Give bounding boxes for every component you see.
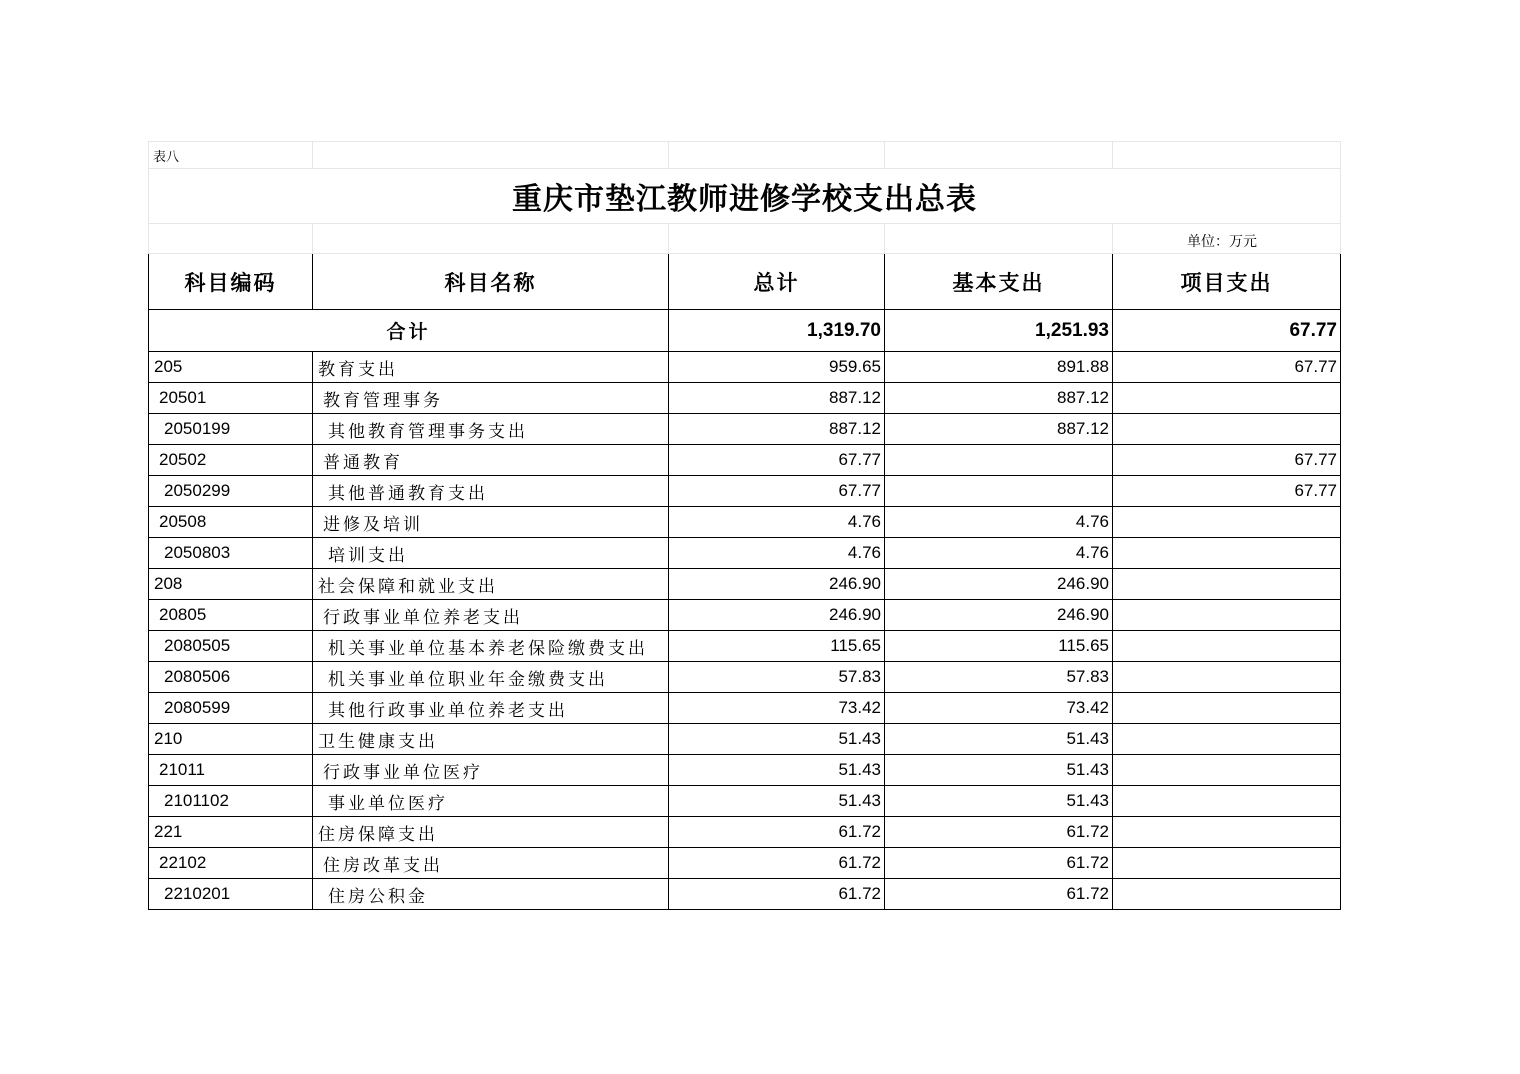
row-name: 社会保障和就业支出 (313, 569, 669, 600)
row-code: 2080599 (149, 693, 313, 724)
row-name: 培训支出 (313, 538, 669, 569)
row-total: 4.76 (669, 507, 885, 538)
row-basic: 51.43 (885, 724, 1113, 755)
row-total: 887.12 (669, 383, 885, 414)
table-row (149, 817, 1341, 848)
row-name: 其他教育管理事务支出 (313, 414, 669, 445)
row-total: 67.77 (669, 476, 885, 507)
row-total: 887.12 (669, 414, 885, 445)
row-project (1113, 507, 1341, 538)
table-row (149, 414, 1341, 445)
row-total: 67.77 (669, 445, 885, 476)
row-total: 246.90 (669, 569, 885, 600)
row-code: 2080506 (149, 662, 313, 693)
row-total: 51.43 (669, 724, 885, 755)
expenditure-table (148, 141, 1341, 910)
row-basic: 57.83 (885, 662, 1113, 693)
row-name: 教育支出 (313, 352, 669, 383)
table-row (149, 507, 1341, 538)
row-total: 959.65 (669, 352, 885, 383)
row-name: 机关事业单位职业年金缴费支出 (313, 662, 669, 693)
row-project (1113, 693, 1341, 724)
page-title: 重庆市垫江教师进修学校支出总表 (149, 169, 1341, 224)
row-project (1113, 786, 1341, 817)
row-basic: 51.43 (885, 786, 1113, 817)
row-basic: 246.90 (885, 569, 1113, 600)
row-code: 208 (149, 569, 313, 600)
total-project: 67.77 (1113, 310, 1341, 352)
row-project: 67.77 (1113, 352, 1341, 383)
expenditure-sheet (148, 141, 1340, 910)
row-project (1113, 538, 1341, 569)
row-basic: 246.90 (885, 600, 1113, 631)
row-name: 行政事业单位医疗 (313, 755, 669, 786)
row-total: 246.90 (669, 600, 885, 631)
row-code: 2050299 (149, 476, 313, 507)
row-total: 73.42 (669, 693, 885, 724)
header-code: 科目编码 (149, 254, 313, 310)
row-code: 221 (149, 817, 313, 848)
row-name: 行政事业单位养老支出 (313, 600, 669, 631)
table-row (149, 662, 1341, 693)
row-project (1113, 600, 1341, 631)
row-name: 普通教育 (313, 445, 669, 476)
title-row (149, 169, 1341, 224)
row-code: 22102 (149, 848, 313, 879)
table-row (149, 445, 1341, 476)
table-row (149, 755, 1341, 786)
row-total: 57.83 (669, 662, 885, 693)
table-tag: 表八 (149, 142, 313, 169)
row-code: 21011 (149, 755, 313, 786)
total-basic: 1,251.93 (885, 310, 1113, 352)
row-basic: 51.43 (885, 755, 1113, 786)
row-total: 61.72 (669, 848, 885, 879)
header-project: 项目支出 (1113, 254, 1341, 310)
row-basic: 115.65 (885, 631, 1113, 662)
row-name: 机关事业单位基本养老保险缴费支出 (313, 631, 669, 662)
table-row (149, 476, 1341, 507)
row-code: 20501 (149, 383, 313, 414)
row-total: 61.72 (669, 879, 885, 910)
row-code: 20805 (149, 600, 313, 631)
row-project (1113, 662, 1341, 693)
table-row (149, 879, 1341, 910)
unit-label: 单位：万元 (1113, 224, 1341, 254)
header-row (149, 254, 1341, 310)
row-total: 51.43 (669, 786, 885, 817)
row-total: 115.65 (669, 631, 885, 662)
row-basic: 61.72 (885, 817, 1113, 848)
row-basic: 73.42 (885, 693, 1113, 724)
row-code: 210 (149, 724, 313, 755)
table-row (149, 693, 1341, 724)
table-tag-row (149, 142, 1341, 169)
row-code: 2080505 (149, 631, 313, 662)
row-project: 67.77 (1113, 476, 1341, 507)
row-basic: 61.72 (885, 848, 1113, 879)
row-project (1113, 817, 1341, 848)
table-row (149, 569, 1341, 600)
row-basic: 4.76 (885, 507, 1113, 538)
header-total: 总计 (669, 254, 885, 310)
table-row (149, 786, 1341, 817)
row-name: 事业单位医疗 (313, 786, 669, 817)
row-project (1113, 414, 1341, 445)
row-basic: 4.76 (885, 538, 1113, 569)
total-label: 合计 (149, 310, 669, 352)
unit-row (149, 224, 1341, 254)
row-code: 20508 (149, 507, 313, 538)
row-project: 67.77 (1113, 445, 1341, 476)
table-row (149, 724, 1341, 755)
row-name: 教育管理事务 (313, 383, 669, 414)
row-basic: 887.12 (885, 414, 1113, 445)
row-project (1113, 631, 1341, 662)
header-basic: 基本支出 (885, 254, 1113, 310)
row-code: 2050803 (149, 538, 313, 569)
header-name: 科目名称 (313, 254, 669, 310)
row-basic: 61.72 (885, 879, 1113, 910)
row-total: 51.43 (669, 755, 885, 786)
row-total: 61.72 (669, 817, 885, 848)
row-project (1113, 879, 1341, 910)
row-project (1113, 383, 1341, 414)
row-basic (885, 476, 1113, 507)
row-project (1113, 848, 1341, 879)
row-basic: 887.12 (885, 383, 1113, 414)
row-basic (885, 445, 1113, 476)
table-row (149, 352, 1341, 383)
row-name: 其他普通教育支出 (313, 476, 669, 507)
row-code: 2101102 (149, 786, 313, 817)
row-name: 住房改革支出 (313, 848, 669, 879)
row-project (1113, 569, 1341, 600)
table-row (149, 600, 1341, 631)
row-code: 2210201 (149, 879, 313, 910)
table-body (149, 352, 1341, 910)
row-name: 进修及培训 (313, 507, 669, 538)
table-row (149, 383, 1341, 414)
row-name: 住房公积金 (313, 879, 669, 910)
table-row (149, 538, 1341, 569)
total-sum: 1,319.70 (669, 310, 885, 352)
table-row (149, 631, 1341, 662)
table-row (149, 848, 1341, 879)
total-row (149, 310, 1341, 352)
row-name: 住房保障支出 (313, 817, 669, 848)
row-code: 20502 (149, 445, 313, 476)
row-total: 4.76 (669, 538, 885, 569)
row-name: 其他行政事业单位养老支出 (313, 693, 669, 724)
row-code: 205 (149, 352, 313, 383)
row-basic: 891.88 (885, 352, 1113, 383)
row-project (1113, 724, 1341, 755)
row-name: 卫生健康支出 (313, 724, 669, 755)
row-project (1113, 755, 1341, 786)
row-code: 2050199 (149, 414, 313, 445)
